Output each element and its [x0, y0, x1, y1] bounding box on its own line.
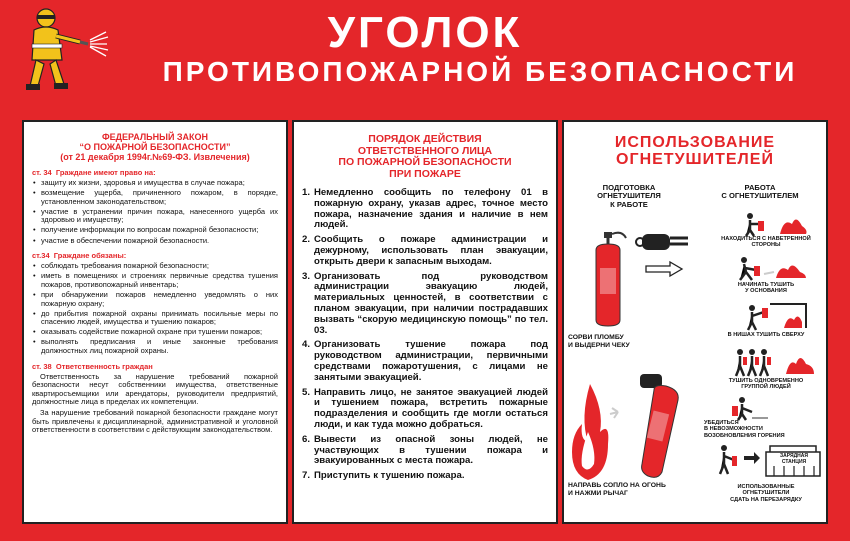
procedure-step: 7. Приступить к тушению пожара. [302, 470, 465, 482]
law-sec2-heading: ст.34 Граждане обязаны: [32, 251, 127, 261]
right-item: • защиту их жизни, здоровья и имущества в случае пожара; [32, 179, 278, 188]
procedure-step: 1. Немедленно сообщить по телефону 01 в пожарную охрану, указав адрес, точное место пожара, назначение здания и наличие в нем людей. [302, 187, 548, 231]
prep-heading: ПОДГОТОВКА ОГНЕТУШИТЕЛЯ К РАБОТЕ [597, 183, 661, 209]
duty-item: • оказывать содействие пожарной охране при тушении пожаров; [32, 328, 278, 337]
right-item: • участие в обеспечении пожарной безопасности. [32, 237, 278, 246]
procedure-step: 5. Направить лицо, не занятое эвакуацией людей и тушением пожара, встретить пожарные подразделения и сообщить где могли остаться люди, и как туда можно добраться. [302, 386, 548, 430]
law-title: ФЕДЕРАЛЬНЫЙ ЗАКОН “О ПОЖАРНОЙ БЕЗОПАСНОСТИ” (от 21 декабря 1994г.№69-ФЗ. Извлечения) [60, 132, 250, 162]
aim-label: НАПРАВЬ СОПЛО НА ОГОНЬ И НАЖМИ РЫЧАГ [568, 482, 666, 498]
tip-label: В НИШАХ ТУШИТЬ СВЕРХУ [727, 332, 805, 338]
extinguisher-panel [562, 120, 828, 524]
base-fire-icon [734, 256, 814, 280]
tip-label: НАЧИНАТЬ ТУШИТЬ У ОСНОВАНИЯ [737, 282, 795, 295]
check-fire-icon [728, 396, 768, 420]
procedure-step: 4. Организовать тушение пожара под руководством администрации, первичными средствами пожаротушения, с лицами не занятыми эвакуацией. [302, 339, 548, 383]
extinguisher-icon [590, 228, 630, 328]
duty-item: • соблюдать требования пожарной безопасности; [32, 262, 278, 271]
tip-label: ТУШИТЬ ОДНОВРЕМЕННО ГРУППОЙ ЛЮДЕЙ [728, 378, 804, 391]
pull-pin-label: СОРВИ ПЛОМБУ И ВЫДЕРНИ ЧЕКУ [568, 334, 630, 350]
responsibility-paragraph: Ответственность за нарушение требований пожарной безопасности несут собственники имущества, ответственные квартиросъемщики или арендаторы, руководители предприятий, должностные лица в пределах их компетенции. [32, 371, 278, 407]
tip-label: УБЕДИТЬСЯ В НЕВОЗМОЖНОСТИ ВОЗОБНОВЛЕНИЯ ГОРЕНИЯ [704, 420, 785, 439]
tip-label: ИСПОЛЬЗОВАННЫЕ ОГНЕТУШИТЕЛИ СДАТЬ НА ПЕРЕЗАРЯДКУ [730, 484, 802, 503]
duty-item: • иметь в помещениях и строениях первичные средства тушения пожаров, противопожарный инвентарь; [32, 272, 278, 289]
responsibility-paragraph: За нарушение требований пожарной безопасности граждане могут быть привлечены к дисциплинарной, административной и уголовной ответственности в соответствии с действующим законодательством. [32, 407, 278, 435]
extinguisher-title: ИСПОЛЬЗОВАНИЕ ОГНЕТУШИТЕЛЕЙ [614, 134, 776, 168]
law-sec3-heading: ст. 38 Ответственность граждан [32, 361, 153, 371]
right-item: • получение информации по вопросам пожарной безопасности; [32, 226, 278, 235]
flame-icon [570, 382, 610, 482]
right-item: • участие в устранении причин пожара, нанесенного ущерба их здоровью и имуществу; [32, 208, 278, 225]
procedure-panel [292, 120, 558, 524]
duty-item: • при обнаружении пожаров немедленно уведомлять о них пожарную охрану; [32, 291, 278, 308]
group-fire-icon [734, 348, 818, 376]
extinguisher-spray-icon [610, 372, 690, 482]
arrow-right-icon [644, 262, 684, 276]
station-label: ЗАРЯДНАЯ СТАНЦИЯ [769, 453, 819, 466]
title-line2: ПРОТИВОПОЖАРНОЙ БЕЗОПАСНОСТИ [162, 56, 798, 87]
duty-item: • выполнять предписания и иные законные требования должностных лиц пожарной охраны. [32, 338, 278, 355]
procedure-title: ПОРЯДОК ДЕЙСТВИЯ ОТВЕТСТВЕННОГО ЛИЦА ПО ПОЖАРНОЙ БЕЗОПАСНОСТИ ПРИ ПОЖАРЕ [338, 133, 512, 180]
procedure-step: 2. Сообщить о пожаре администрации и дежурному, использовать план эвакуации, открыть двери к запасным выходам. [302, 234, 548, 267]
law-sec1-heading: ст. 34 Граждане имеют право на: [32, 168, 156, 177]
procedure-step: 3. Организовать под руководством администрации эвакуацию людей, материальных ценностей, в соответствии с планом эвакуации, при наличии пострадавших вызвать “скорую медицинскую помощь” по тел. 03. [302, 270, 548, 336]
law-panel [22, 120, 288, 524]
right-item: • возмещение ущерба, причиненного пожаром, в порядке, установленном законодательством; [32, 189, 278, 206]
duty-item: • до прибытия пожарной охраны принимать посильные меры по спасению людей, имущества и тушению пожаров; [32, 310, 278, 327]
niche-fire-icon [740, 302, 810, 330]
procedure-step: 6. Вывести из опасной зоны людей, не участвующих в тушении пожара и эвакуированных с места пожара. [302, 433, 548, 467]
title-line1: УГОЛОК [327, 8, 523, 57]
hand-icon [634, 228, 694, 258]
work-heading: РАБОТА С ОГНЕТУШИТЕЛЕМ [721, 183, 799, 201]
windward-icon [740, 212, 810, 236]
tip-label: НАХОДИТЬСЯ С НАВЕТРЕННОЙ СТОРОНЫ [721, 236, 811, 249]
